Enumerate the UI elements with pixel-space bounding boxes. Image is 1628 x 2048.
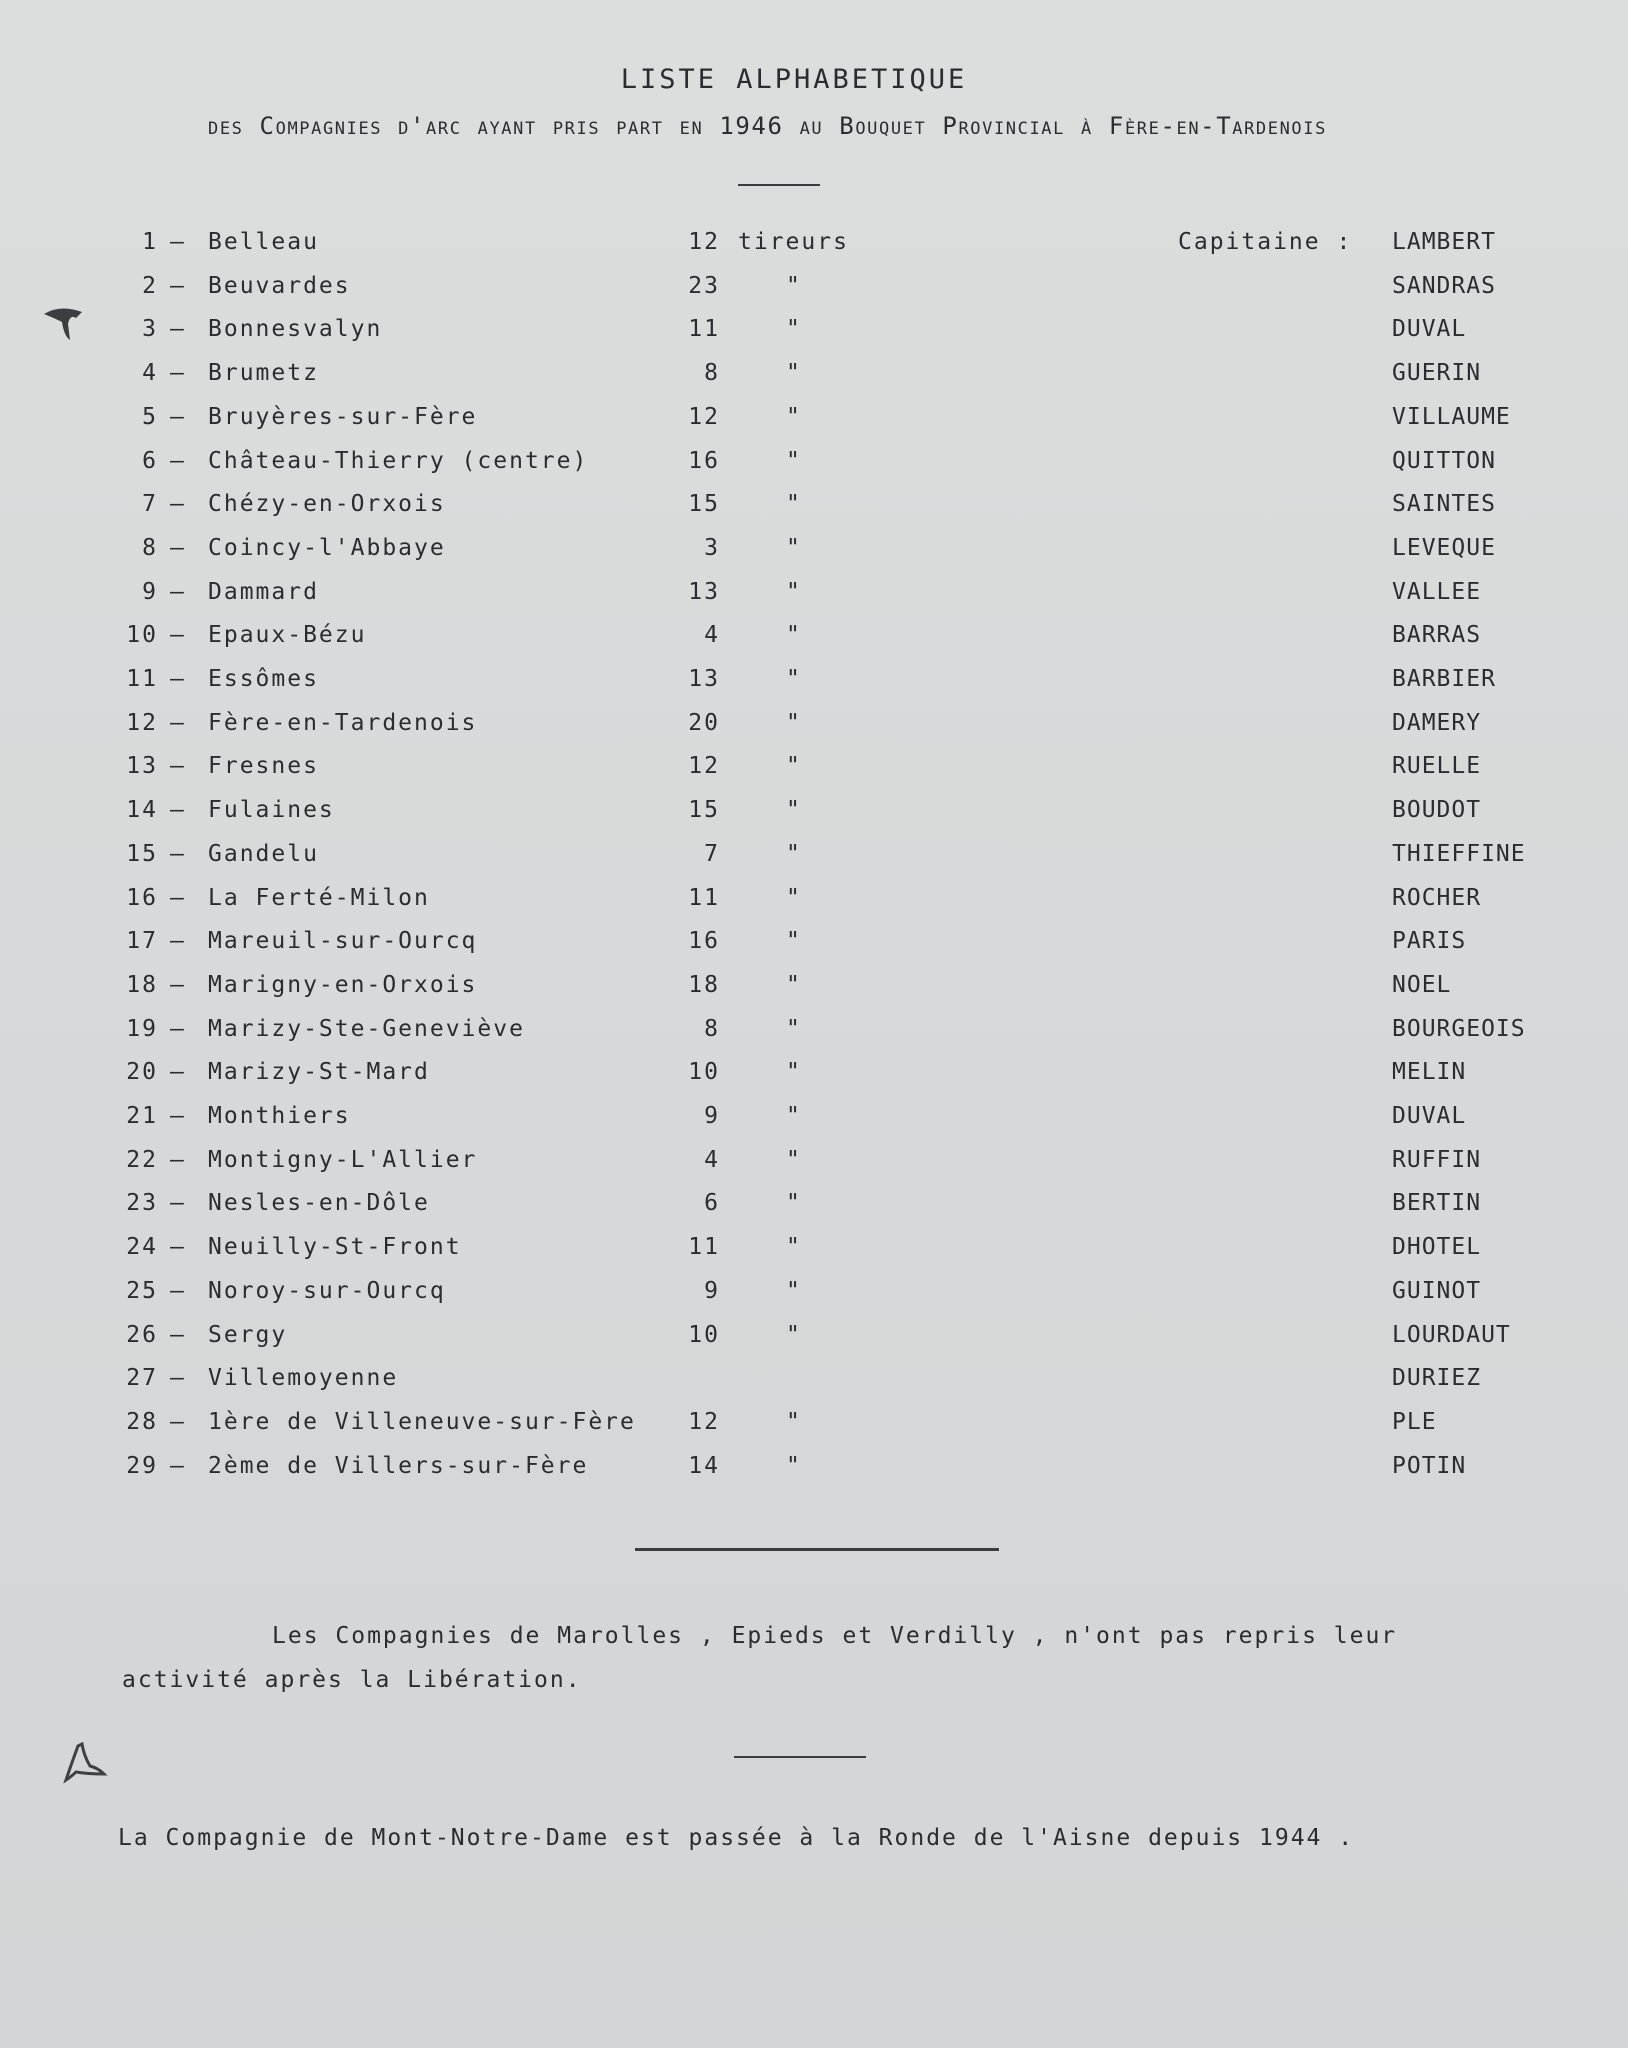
- captain-name: VALLEE: [1392, 578, 1482, 605]
- unit-ditto-mark: ": [786, 1277, 802, 1304]
- company-name: Noroy-sur-Ourcq: [208, 1277, 446, 1304]
- captain-name: LEVEQUE: [1392, 534, 1496, 561]
- archer-count: 13: [688, 578, 720, 605]
- item-dash: –: [170, 447, 186, 474]
- list-item: [0, 448, 1628, 488]
- item-number: 3: [142, 316, 158, 343]
- archer-count: 15: [688, 797, 720, 824]
- item-dash: –: [170, 1408, 186, 1435]
- company-name: Monthiers: [208, 1103, 351, 1129]
- list-item: [0, 928, 1628, 968]
- item-dash: –: [170, 1015, 186, 1042]
- archer-count: 23: [688, 272, 720, 299]
- archer-count: 18: [688, 971, 720, 998]
- archer-count: 12: [688, 753, 720, 780]
- company-name: Fère-en-Tardenois: [208, 709, 478, 736]
- unit-ditto-mark: ": [786, 1015, 802, 1042]
- item-dash: –: [170, 1103, 186, 1129]
- company-name: Bruyères-sur-Fère: [208, 403, 478, 430]
- captain-name: DUVAL: [1392, 316, 1467, 343]
- list-item: [0, 1103, 1628, 1143]
- unit-ditto-mark: ": [786, 1146, 802, 1173]
- unit-ditto-mark: ": [786, 1059, 802, 1086]
- item-number: 23: [126, 1190, 158, 1217]
- company-name: La Ferté-Milon: [208, 884, 430, 911]
- company-name: Bonnesvalyn: [208, 316, 383, 343]
- document-title: LISTE ALPHABETIQUE: [620, 64, 968, 95]
- unit-ditto-mark: ": [786, 622, 802, 649]
- captain-name: BERTIN: [1392, 1190, 1482, 1217]
- archer-count: 6: [704, 1190, 720, 1217]
- item-dash: –: [170, 272, 186, 299]
- company-name: Coincy-l'Abbaye: [208, 534, 446, 561]
- unit-ditto-mark: ": [786, 1321, 802, 1348]
- list-item: [0, 1234, 1628, 1274]
- captain-label: Capitaine :: [1178, 229, 1353, 255]
- captain-name: LOURDAUT: [1392, 1321, 1511, 1348]
- unit-ditto-mark: ": [786, 534, 802, 561]
- list-item: [0, 404, 1628, 444]
- item-dash: –: [170, 797, 186, 824]
- list-item: [0, 1278, 1628, 1318]
- list-item: [0, 229, 1628, 269]
- title-divider: [738, 184, 820, 186]
- captain-name: QUITTON: [1392, 447, 1496, 474]
- item-number: 22: [126, 1146, 158, 1173]
- captain-name: PARIS: [1392, 928, 1467, 955]
- unit-ditto-mark: ": [786, 884, 802, 911]
- archer-count: 20: [688, 709, 720, 736]
- document-subtitle: des Compagnies d'arc ayant pris part en 1946 au Bouquet Provincial à Fère-en-Tardenois: [208, 112, 1327, 140]
- unit-ditto-mark: ": [786, 360, 802, 387]
- item-number: 24: [126, 1234, 158, 1261]
- list-item: [0, 841, 1628, 881]
- list-item: [0, 535, 1628, 575]
- archer-count: 10: [688, 1321, 720, 1348]
- archer-count: 15: [688, 491, 720, 518]
- archer-count: 11: [688, 884, 720, 911]
- captain-name: ROCHER: [1392, 884, 1482, 911]
- unit-ditto-mark: ": [786, 709, 802, 736]
- list-end-divider: [635, 1548, 999, 1551]
- item-dash: –: [170, 971, 186, 998]
- captain-name: SAINTES: [1392, 491, 1496, 518]
- list-item: [0, 972, 1628, 1012]
- item-dash: –: [170, 360, 186, 387]
- company-name: Villemoyenne: [208, 1365, 399, 1392]
- item-dash: –: [170, 534, 186, 561]
- list-item: [0, 491, 1628, 531]
- list-item: [0, 1147, 1628, 1187]
- item-dash: –: [170, 884, 186, 911]
- company-name: Gandelu: [208, 840, 319, 867]
- list-item: [0, 753, 1628, 793]
- company-name: Neuilly-St-Front: [208, 1234, 462, 1261]
- archer-count: 16: [688, 928, 720, 955]
- list-item: [0, 885, 1628, 925]
- item-number: 28: [126, 1408, 158, 1435]
- captain-name: RUFFIN: [1392, 1146, 1482, 1173]
- captain-name: LAMBERT: [1392, 229, 1496, 255]
- unit-ditto-mark: ": [786, 797, 802, 824]
- list-item: [0, 273, 1628, 313]
- unit-ditto-mark: ": [786, 1452, 802, 1479]
- item-number: 7: [142, 491, 158, 518]
- item-dash: –: [170, 1452, 186, 1479]
- item-number: 11: [126, 666, 158, 692]
- item-number: 1: [142, 229, 158, 255]
- item-dash: –: [170, 1365, 186, 1392]
- item-number: 17: [126, 928, 158, 955]
- note-paragraph-line-1: Les Compagnies de Marolles , Epieds et Verdilly , n'ont pas repris leur: [272, 1623, 1398, 1649]
- list-item: [0, 710, 1628, 750]
- company-name: Beuvardes: [208, 272, 351, 299]
- item-number: 20: [126, 1059, 158, 1086]
- item-dash: –: [170, 1234, 186, 1261]
- captain-name: BOUDOT: [1392, 797, 1482, 824]
- note-paragraph-line-2: activité après la Libération.: [122, 1667, 582, 1693]
- punch-hole-top: [40, 300, 92, 346]
- item-dash: –: [170, 1190, 186, 1217]
- item-dash: –: [170, 1321, 186, 1348]
- unit-ditto-mark: ": [786, 1103, 802, 1129]
- captain-name: DUVAL: [1392, 1103, 1467, 1129]
- company-name: Mareuil-sur-Ourcq: [208, 928, 478, 955]
- archer-count: 11: [688, 316, 720, 343]
- unit-ditto-mark: ": [786, 1190, 802, 1217]
- item-number: 2: [142, 272, 158, 299]
- unit-ditto-mark: ": [786, 1234, 802, 1261]
- list-item: [0, 316, 1628, 356]
- archer-count: 14: [688, 1452, 720, 1479]
- company-name: Sergy: [208, 1321, 288, 1348]
- unit-ditto-mark: ": [786, 578, 802, 605]
- item-number: 18: [126, 971, 158, 998]
- list-item: [0, 797, 1628, 837]
- company-name: Marigny-en-Orxois: [208, 971, 478, 998]
- item-number: 25: [126, 1277, 158, 1304]
- unit-ditto-mark: ": [786, 491, 802, 518]
- list-item: [0, 579, 1628, 619]
- archer-count: 4: [704, 1146, 720, 1173]
- list-item: [0, 666, 1628, 706]
- unit-ditto-mark: ": [786, 403, 802, 430]
- item-number: 16: [126, 884, 158, 911]
- captain-name: MELIN: [1392, 1059, 1467, 1086]
- company-name: Belleau: [208, 229, 319, 255]
- company-name: 1ère de Villeneuve-sur-Fère: [208, 1408, 636, 1435]
- company-name: Chézy-en-Orxois: [208, 491, 446, 518]
- archer-count: 16: [688, 447, 720, 474]
- archer-count: 8: [704, 1015, 720, 1042]
- captain-name: VILLAUME: [1392, 403, 1511, 430]
- company-name: Nesles-en-Dôle: [208, 1190, 430, 1217]
- company-name: Essômes: [208, 666, 319, 692]
- item-number: 9: [142, 578, 158, 605]
- item-dash: –: [170, 1059, 186, 1086]
- unit-ditto-mark: ": [786, 447, 802, 474]
- item-dash: –: [170, 928, 186, 955]
- captain-name: PLE: [1392, 1408, 1437, 1435]
- item-dash: –: [170, 840, 186, 867]
- item-dash: –: [170, 229, 186, 255]
- captain-name: GUERIN: [1392, 360, 1482, 387]
- item-number: 27: [126, 1365, 158, 1392]
- punch-hole-bottom: [60, 1738, 110, 1784]
- archer-count: 12: [688, 229, 720, 255]
- unit-ditto-mark: ": [786, 928, 802, 955]
- captain-name: BARRAS: [1392, 622, 1482, 649]
- unit-ditto-mark: ": [786, 753, 802, 780]
- item-number: 8: [142, 534, 158, 561]
- captain-name: DURIEZ: [1392, 1365, 1482, 1392]
- item-dash: –: [170, 1277, 186, 1304]
- captain-name: POTIN: [1392, 1452, 1467, 1479]
- item-number: 12: [126, 709, 158, 736]
- captain-name: SANDRAS: [1392, 272, 1496, 299]
- item-number: 13: [126, 753, 158, 780]
- list-item: [0, 1059, 1628, 1099]
- item-dash: –: [170, 666, 186, 692]
- archer-count: 8: [704, 360, 720, 387]
- unit-ditto-mark: ": [786, 316, 802, 343]
- item-number: 5: [142, 403, 158, 430]
- captain-name: DAMERY: [1392, 709, 1482, 736]
- company-name: Montigny-L'Allier: [208, 1146, 478, 1173]
- item-number: 10: [126, 622, 158, 649]
- archer-count: 12: [688, 403, 720, 430]
- unit-ditto-mark: ": [786, 272, 802, 299]
- archer-count: 11: [688, 1234, 720, 1261]
- archer-count: 13: [688, 666, 720, 692]
- list-item: [0, 622, 1628, 662]
- unit-ditto-mark: ": [786, 666, 802, 692]
- archer-count: 7: [704, 840, 720, 867]
- unit-ditto-mark: ": [786, 971, 802, 998]
- archer-count: 3: [704, 534, 720, 561]
- captain-name: BARBIER: [1392, 666, 1496, 692]
- item-number: 4: [142, 360, 158, 387]
- list-item: [0, 1016, 1628, 1056]
- item-dash: –: [170, 316, 186, 343]
- company-name: Fresnes: [208, 753, 319, 780]
- item-number: 6: [142, 447, 158, 474]
- item-number: 29: [126, 1452, 158, 1479]
- archer-count: 10: [688, 1059, 720, 1086]
- captain-name: NOEL: [1392, 971, 1452, 998]
- item-number: 26: [126, 1321, 158, 1348]
- company-name: Dammard: [208, 578, 319, 605]
- company-name: 2ème de Villers-sur-Fère: [208, 1452, 589, 1479]
- company-name: Fulaines: [208, 797, 335, 824]
- captain-name: GUINOT: [1392, 1277, 1482, 1304]
- note-divider: [734, 1756, 866, 1758]
- item-number: 15: [126, 840, 158, 867]
- item-dash: –: [170, 491, 186, 518]
- unit-label: tireurs: [738, 229, 849, 255]
- unit-ditto-mark: ": [786, 1408, 802, 1435]
- item-dash: –: [170, 403, 186, 430]
- archer-count: 9: [704, 1277, 720, 1304]
- closing-note: La Compagnie de Mont-Notre-Dame est passée à la Ronde de l'Aisne depuis 1944 .: [118, 1825, 1355, 1851]
- captain-name: RUELLE: [1392, 753, 1482, 780]
- list-item: [0, 1365, 1628, 1405]
- item-number: 19: [126, 1015, 158, 1042]
- list-item: [0, 1409, 1628, 1449]
- company-name: Marizy-Ste-Geneviève: [208, 1015, 525, 1042]
- company-name: Marizy-St-Mard: [208, 1059, 430, 1086]
- company-name: Epaux-Bézu: [208, 622, 367, 649]
- archer-count: 9: [704, 1103, 720, 1129]
- item-dash: –: [170, 1146, 186, 1173]
- captain-name: DHOTEL: [1392, 1234, 1482, 1261]
- captain-name: THIEFFINE: [1392, 840, 1526, 867]
- company-name: Brumetz: [208, 360, 319, 387]
- captain-name: BOURGEOIS: [1392, 1015, 1526, 1042]
- company-name: Château-Thierry (centre): [208, 447, 589, 474]
- list-item: [0, 360, 1628, 400]
- item-number: 21: [126, 1103, 158, 1129]
- item-dash: –: [170, 622, 186, 649]
- list-item: [0, 1322, 1628, 1362]
- item-dash: –: [170, 709, 186, 736]
- item-number: 14: [126, 797, 158, 824]
- item-dash: –: [170, 578, 186, 605]
- item-dash: –: [170, 753, 186, 780]
- archer-count: 4: [704, 622, 720, 649]
- unit-ditto-mark: ": [786, 840, 802, 867]
- list-item: [0, 1453, 1628, 1493]
- list-item: [0, 1190, 1628, 1230]
- archer-count: 12: [688, 1408, 720, 1435]
